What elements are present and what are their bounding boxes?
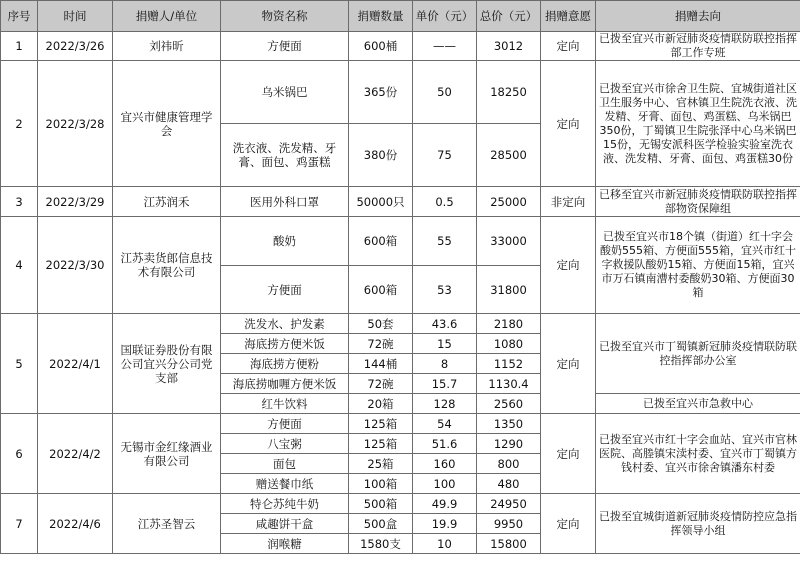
item-quantity: 125箱 <box>349 434 413 454</box>
item-quantity: 500盒 <box>349 514 413 534</box>
item-name: 赠送餐巾纸 <box>221 474 349 494</box>
donation-destination: 已拨至宜兴市丁蜀镇新冠肺炎疫情联防联控指挥部办公室 <box>596 314 800 394</box>
item-unit-price: 15 <box>413 334 477 354</box>
donation-date: 2022/3/28 <box>38 61 113 187</box>
donation-destination: 已拨至宜兴市急救中心 <box>596 394 800 414</box>
item-name: 洗衣液、洗发精、牙膏、面包、鸡蛋糕 <box>221 124 349 187</box>
item-unit-price: 43.6 <box>413 314 477 334</box>
header-cell-qty: 捐赠数量 <box>349 1 413 32</box>
item-total-price: 28500 <box>477 124 541 187</box>
header-cell-price: 单价（元） <box>413 1 477 32</box>
item-quantity: 380份 <box>349 124 413 187</box>
donor-name: 刘祎昕 <box>113 32 221 61</box>
table-row <box>1 32 800 61</box>
header-cell-destination: 捐赠去向 <box>596 1 800 32</box>
item-name: 洗发水、护发素 <box>221 314 349 334</box>
item-unit-price: 75 <box>413 124 477 187</box>
item-quantity: 20箱 <box>349 394 413 414</box>
item-unit-price: 54 <box>413 414 477 434</box>
item-total-price: 15800 <box>477 534 541 554</box>
item-total-price: 18250 <box>477 61 541 124</box>
item-unit-price: 49.9 <box>413 494 477 514</box>
item-unit-price: —— <box>413 32 477 61</box>
donation-intent: 非定向 <box>541 187 596 217</box>
item-total-price: 2180 <box>477 314 541 334</box>
item-name: 方便面 <box>221 414 349 434</box>
header-cell-intent: 捐赠意愿 <box>541 1 596 32</box>
item-name: 海底捞咖喱方便米饭 <box>221 374 349 394</box>
item-total-price: 9950 <box>477 514 541 534</box>
item-total-price: 1350 <box>477 414 541 434</box>
table-row <box>1 217 800 266</box>
header-cell-no: 序号 <box>1 1 38 32</box>
donation-date: 2022/4/2 <box>38 414 113 494</box>
item-total-price: 31800 <box>477 266 541 314</box>
item-name: 八宝粥 <box>221 434 349 454</box>
donor-name: 江苏卖货郎信息技术有限公司 <box>113 217 221 314</box>
donation-destination: 已拨至宜兴市18个镇（街道）红十字会酸奶555箱、方便面555箱，宜兴市红十字救援队酸奶15箱、方便面15箱，宜兴市万石镇南漕村委酸奶30箱、方便面30箱 <box>596 217 800 314</box>
header-cell-item: 物资名称 <box>221 1 349 32</box>
donor-name: 江苏圣智云 <box>113 494 221 554</box>
item-total-price: 33000 <box>477 217 541 266</box>
item-unit-price: 10 <box>413 534 477 554</box>
item-quantity: 50000只 <box>349 187 413 217</box>
item-total-price: 1152 <box>477 354 541 374</box>
item-total-price: 1080 <box>477 334 541 354</box>
item-unit-price: 19.9 <box>413 514 477 534</box>
donation-intent: 定向 <box>541 32 596 61</box>
row-number: 6 <box>1 414 38 494</box>
donation-date: 2022/3/26 <box>38 32 113 61</box>
donation-intent: 定向 <box>541 494 596 554</box>
item-total-price: 24950 <box>477 494 541 514</box>
item-total-price: 25000 <box>477 187 541 217</box>
donation-intent: 定向 <box>541 414 596 494</box>
donation-destination: 已拨至宜兴市徐舍卫生院、宜城街道社区卫生服务中心、官林镇卫生院洗衣液、洗发精、牙膏、面包、鸡蛋糕、乌米锅巴350份，丁蜀镇卫生院张泽中心乌米锅巴15份，无锡安派科医学检验实验室洗衣液、洗发精、牙膏、面包、鸡蛋糕30份 <box>596 61 800 187</box>
header-cell-donor: 捐赠人/单位 <box>113 1 221 32</box>
item-quantity: 144桶 <box>349 354 413 374</box>
item-name: 特仑苏纯牛奶 <box>221 494 349 514</box>
item-quantity: 600箱 <box>349 266 413 314</box>
donation-intent: 定向 <box>541 314 596 414</box>
item-total-price: 1290 <box>477 434 541 454</box>
item-total-price: 800 <box>477 454 541 474</box>
item-unit-price: 51.6 <box>413 434 477 454</box>
item-unit-price: 15.7 <box>413 374 477 394</box>
item-total-price: 3012 <box>477 32 541 61</box>
item-name: 红牛饮料 <box>221 394 349 414</box>
donation-destination: 已拨至宜城街道新冠肺炎疫情防控应急指挥领导小组 <box>596 494 800 554</box>
item-unit-price: 0.5 <box>413 187 477 217</box>
item-quantity: 500箱 <box>349 494 413 514</box>
item-quantity: 365份 <box>349 61 413 124</box>
item-name: 酸奶 <box>221 217 349 266</box>
item-total-price: 1130.4 <box>477 374 541 394</box>
row-number: 5 <box>1 314 38 414</box>
donation-destination: 已拨至宜兴市红十字会血站、宜兴市官林医院、高塍镇宋渎村委、宜兴市丁蜀镇方钱村委、宜兴市徐舍镇潘东村委 <box>596 414 800 494</box>
table-row <box>1 494 800 514</box>
item-total-price: 2560 <box>477 394 541 414</box>
item-name: 方便面 <box>221 32 349 61</box>
table-header-row <box>1 1 800 32</box>
donor-name: 国联证券股份有限公司宜兴分公司党支部 <box>113 314 221 414</box>
donor-name: 江苏润禾 <box>113 187 221 217</box>
item-name: 海底捞方便粉 <box>221 354 349 374</box>
table-row <box>1 314 800 334</box>
table-row <box>1 61 800 124</box>
donation-date: 2022/4/6 <box>38 494 113 554</box>
item-quantity: 72碗 <box>349 334 413 354</box>
item-name: 乌米锅巴 <box>221 61 349 124</box>
donor-name: 宜兴市健康管理学会 <box>113 61 221 187</box>
item-name: 面包 <box>221 454 349 474</box>
donation-date: 2022/3/30 <box>38 217 113 314</box>
item-unit-price: 55 <box>413 217 477 266</box>
row-number: 7 <box>1 494 38 554</box>
item-quantity: 600桶 <box>349 32 413 61</box>
item-name: 海底捞方便米饭 <box>221 334 349 354</box>
donation-intent: 定向 <box>541 217 596 314</box>
table-row <box>1 414 800 434</box>
item-name: 润喉糖 <box>221 534 349 554</box>
row-number: 4 <box>1 217 38 314</box>
item-name: 咸趣饼干盒 <box>221 514 349 534</box>
item-unit-price: 100 <box>413 474 477 494</box>
row-number: 1 <box>1 32 38 61</box>
item-unit-price: 8 <box>413 354 477 374</box>
donation-destination: 已拨至宜兴市新冠肺炎疫情联防联控指挥部工作专班 <box>596 32 800 61</box>
item-quantity: 50套 <box>349 314 413 334</box>
row-number: 2 <box>1 61 38 187</box>
item-total-price: 480 <box>477 474 541 494</box>
table-row <box>1 187 800 217</box>
item-quantity: 1580支 <box>349 534 413 554</box>
item-quantity: 125箱 <box>349 414 413 434</box>
header-cell-date: 时间 <box>38 1 113 32</box>
item-unit-price: 50 <box>413 61 477 124</box>
donation-date: 2022/4/1 <box>38 314 113 414</box>
item-quantity: 600箱 <box>349 217 413 266</box>
item-name: 方便面 <box>221 266 349 314</box>
donor-name: 无锡市金红缘酒业有限公司 <box>113 414 221 494</box>
donation-destination: 已移至宜兴市新冠肺炎疫情联防联控指挥部物资保障组 <box>596 187 800 217</box>
donation-date: 2022/3/29 <box>38 187 113 217</box>
donation-intent: 定向 <box>541 61 596 187</box>
item-unit-price: 53 <box>413 266 477 314</box>
item-quantity: 100箱 <box>349 474 413 494</box>
item-unit-price: 128 <box>413 394 477 414</box>
item-quantity: 72碗 <box>349 374 413 394</box>
item-name: 医用外科口罩 <box>221 187 349 217</box>
row-number: 3 <box>1 187 38 217</box>
item-quantity: 25箱 <box>349 454 413 474</box>
header-cell-total: 总价（元） <box>477 1 541 32</box>
item-unit-price: 160 <box>413 454 477 474</box>
